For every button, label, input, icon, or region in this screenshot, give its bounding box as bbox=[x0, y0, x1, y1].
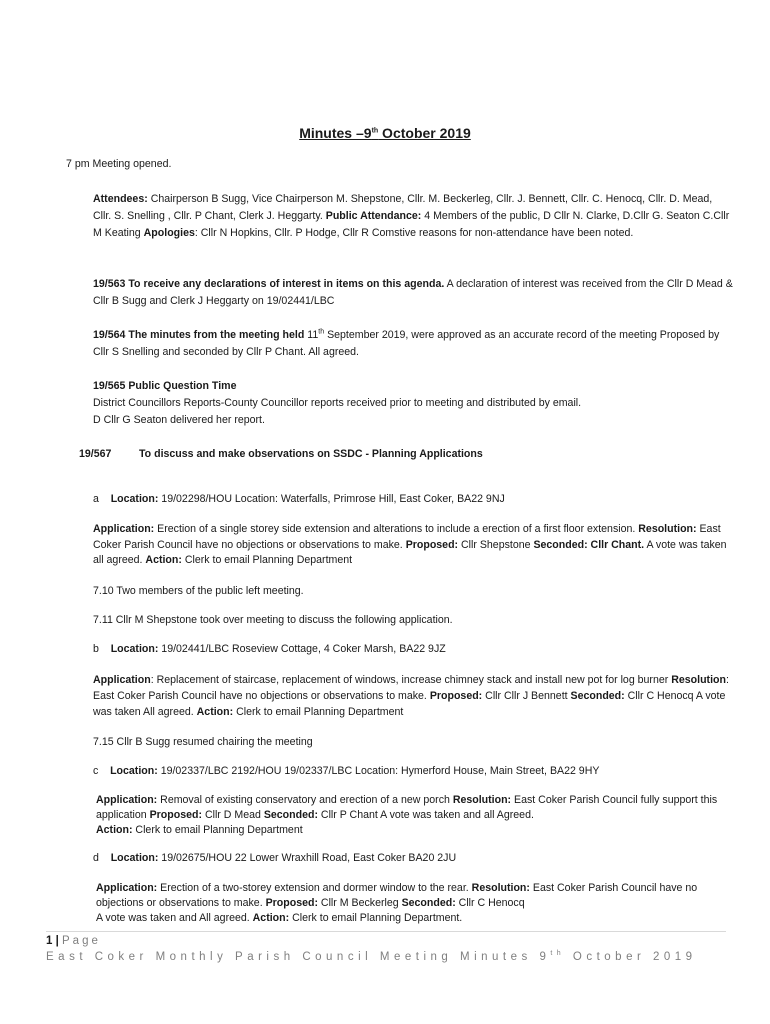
note-7-15: 7.15 Cllr B Sugg resumed chairing the meeting bbox=[93, 736, 313, 748]
item-19-567-number: 19/567 bbox=[79, 448, 112, 460]
app-c-location: c Location: 19/02337/LBC 2192/HOU 19/02337/LBC Location: Hymerford House, Main Street, BA22 9HY bbox=[93, 765, 600, 777]
meeting-opened: 7 pm Meeting opened. bbox=[66, 158, 172, 170]
item-19-565: 19/565 Public Question Time District Councillors Reports-County Councillor reports received prior to meeting and distributed by email. D Cllr G Seaton delivered her report. bbox=[93, 380, 582, 426]
note-7-11: 7.11 Cllr M Shepstone took over meeting to discuss the following application. bbox=[93, 614, 453, 626]
footer-title: East Coker Monthly Parish Council Meeting Minutes 9th October 2019 bbox=[46, 950, 697, 963]
footer-divider bbox=[46, 931, 726, 932]
app-d-location: d Location: 19/02675/HOU 22 Lower Wraxhill Road, East Coker BA20 2JU bbox=[93, 852, 457, 864]
attendees-paragraph: Attendees: Chairperson B Sugg, Vice Chairperson M. Shepstone, Cllr. M. Beckerleg, Cllr. J. Bennett, Cllr. C. Henocq, Cllr. D. Mead, Cllr. S. Snelling , Cllr. P Chant, Clerk J. Heggarty. Public Attendance: 4 Members of the public, D Cllr N. Clarke, D.Cllr G. Seaton C.Cllr M Keating Apologies: Cllr N Hopkins, Cllr. P Hodge, Cllr R Comstive reasons for non-attendance have been noted. bbox=[93, 193, 730, 239]
item-19-567-heading: To discuss and make observations on SSDC - Planning Applications bbox=[139, 448, 483, 460]
app-c-details: Application: Removal of existing conservatory and erection of a new porch Resolution: East Coker Parish Council fully support this application Proposed: Cllr D Mead Seconded: Cllr P Chant A vote was taken and all Agreed. Action: Clerk to email Planning Department bbox=[96, 794, 718, 836]
app-b-details: Application: Replacement of staircase, replacement of windows, increase chimney stack and install new pot for log burner Resolution: East Coker Parish Council have no objections or observations to make. Proposed: Cllr Cllr J Bennett Seconded: Cllr C Henocq A vote was taken All agreed. Action: Clerk to email Planning Department bbox=[93, 674, 729, 718]
item-19-563: 19/563 To receive any declarations of interest in items on this agenda. A declaration of interest was received from the Cllr D Mead & Cllr B Sugg and Clerk J Heggarty on 19/02441/LBC bbox=[93, 278, 733, 307]
item-19-564: 19/564 The minutes from the meeting held 11th September 2019, were approved as an accurate record of the meeting Proposed by Cllr S Snelling and seconded by Cllr P Chant. All agreed. bbox=[93, 328, 720, 358]
page-number: 1 | Page bbox=[46, 935, 101, 947]
app-d-details: Application: Erection of a two-storey extension and dormer window to the rear. Resolution: East Coker Parish Council have no objections or observations to make. Proposed: Cllr M Beckerleg Seconded: Cllr C Henocq A vote was taken and All agreed. Action: Clerk to email Planning Department. bbox=[96, 882, 698, 924]
app-a-details: Application: Erection of a single storey side extension and alterations to include a erection of a first floor extension. Resolution: East Coker Parish Council have no objections or observations to make. Proposed: Cllr Shepstone Seconded: Cllr Chant. A vote was taken all agreed. Action: Clerk to email Planning Department bbox=[93, 523, 727, 566]
note-7-10: 7.10 Two members of the public left meeting. bbox=[93, 585, 304, 597]
app-b-location: b Location: 19/02441/LBC Roseview Cottage, 4 Coker Marsh, BA22 9JZ bbox=[93, 643, 446, 655]
app-a-location: a Location: 19/02298/HOU Location: Waterfalls, Primrose Hill, East Coker, BA22 9NJ bbox=[93, 493, 505, 505]
page-title: Minutes –9th October 2019 bbox=[299, 125, 471, 141]
